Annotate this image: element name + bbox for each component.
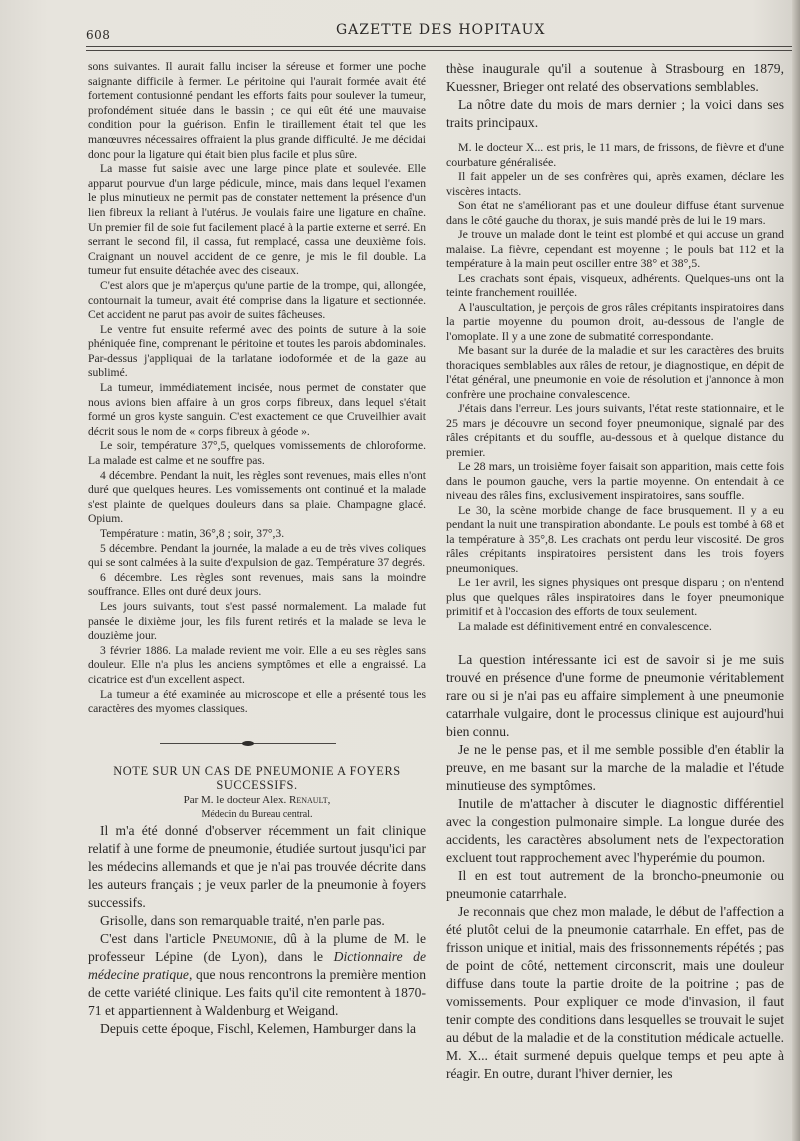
- author-name: Renault: [289, 793, 328, 806]
- page-header: [86, 20, 792, 44]
- paragraph: Son état ne s'améliorant pas et une douleur diffuse étant survenue dans le côté gauche du thorax, je suis mandé près de lui le 19 mars.: [446, 198, 784, 227]
- paragraph: Les crachats sont épais, visqueux, adhérents. Quelques-uns ont la teinte franchement rouillée.: [446, 270, 784, 299]
- paragraph: 3 février 1886. La malade revient me voir. Elle a eu ses règles sans douleur. Elle n'a plus les anciens symptômes et elle a engraissé. La cicatrice est d'un excellent aspect.: [88, 643, 426, 686]
- paragraph: sons suivantes. Il aurait fallu inciser la séreuse et former une poche saignante difficile à fermer. Le péritoine qui l'aurait formée avait été fortement contusionné pendant les efforts faits pour soulever la tumeur, profondément située dans le bassin ; ce qui eût été une mauvaise condition pour la guérison. Enfin le tiraillement était tel que les manœuvres nécessaires offraient la plus grande difficulté. Je me décidai donc pour la ligature qui était bien plus facile et plus sûre.: [88, 60, 426, 161]
- paragraph: [88, 930, 426, 1020]
- page-number: 608: [86, 28, 111, 42]
- article-reference: Pneumonie: [212, 931, 274, 947]
- byline-suffix: ,: [327, 793, 331, 806]
- paragraph: Me basant sur la durée de la maladie et sur les caractères des bruits thoraciques semblables aux râles de retour, je diagnostique, en dépit de l'état général, une pneumonie en voie de résolution et j'annonce à mon confrère une prochaine convalescence.: [446, 343, 784, 401]
- right-column: [446, 60, 784, 1083]
- author-affiliation: Médecin du Bureau central.: [201, 808, 313, 820]
- byline-prefix: Par M. le docteur Alex.: [183, 793, 290, 806]
- text-run: C'est dans l'article: [100, 931, 213, 947]
- paragraph: Le soir, température 37°,5, quelques vomissements de chloroforme. La malade est calme et ne souffre pas.: [88, 439, 426, 468]
- paragraph: 6 décembre. Les règles sont revenues, mais sans la moindre souffrance. Elles ont duré deux jours.: [88, 570, 426, 599]
- paragraph: Le 1er avril, les signes physiques ont presque disparu ; on n'entend plus que quelques râles inspiratoires dans le foyer pneumonique primitif et à l'occasion des efforts de toux seulement.: [446, 575, 784, 618]
- paragraph: La masse fut saisie avec une large pince plate et soulevée. Elle apparut pourvue d'un large pédicule, mince, mais dans lequel l'examen le plus minutieux ne permit pas de constater nettement la présence d'un lien fibreux la reliant à l'utérus. Je voulais faire une ligature en chaîne. Un premier fil de soie fut facilement placé à la partie externe et serré. En serrant le second fil, il cassa, fut remplacé, cassa une deuxième fois. Craignant un nouvel accident de ce genre, je mis le fil double. La tumeur fut ensuite détachée avec des ciseaux.: [88, 162, 426, 278]
- paragraph: Le 28 mars, un troisième foyer faisait son apparition, mais cette fois dans le poumon gauche, vers la partie moyenne. On entendait à ce niveau des râles fins, exclusivement inspiratoires, sans souffle.: [446, 459, 784, 502]
- paragraph: C'est alors que je m'aperçus qu'une partie de la trompe, qui, allongée, contournait la tumeur, avait été comprise dans la ligature et sectionnée. Cet accident ne parut pas avoir de suites fâcheuses.: [88, 278, 426, 322]
- paragraph: thèse inaugurale qu'il a soutenue à Strasbourg en 1879, Kuessner, Brieger ont relaté des observations semblables.: [446, 61, 784, 94]
- paragraph: Il en est tout autrement de la broncho-pneumonie ou pneumonie catarrhale.: [446, 868, 784, 901]
- paragraph: La nôtre date du mois de mars dernier ; la voici dans ses traits principaux.: [446, 97, 784, 130]
- paragraph: La tumeur, immédiatement incisée, nous permet de constater que nous avions bien affaire à un gros corps fibreux, dans lequel s'était formé un gros kyste sanguin. C'est exactement ce que Cruveilhier avait décrit sous le nom de « corps fibreux à géode ».: [88, 381, 426, 438]
- observation-block: [446, 140, 784, 633]
- paragraph: A l'auscultation, je perçois de gros râles crépitants inspiratoires dans la partie moyenne du poumon droit, au-dessous de l'angle de l'omoplate. Il y a une zone de submatité correspondante.: [446, 299, 784, 343]
- paragraph: Je reconnais que chez mon malade, le début de l'affection a été plutôt celui de la pneumonie catarrhale. En effet, pas de frisson unique et initial, mais des frissonnements répétés ; pas de point de côté, nettement circonscrit, mais une douleur diffuse dans toute la partie droite de la poitrine ; pas de vomissements. Pour expliquer ce mode d'invasion, il faut tenir compte des conditions dans lesquelles se trouvait le sujet au début de la maladie et de la constitution médicale actuelle. M. X... était surmené depuis quelque temps et peu apte à réagir. En outre, durant l'hiver dernier, les: [446, 904, 784, 1081]
- paragraph: M. le docteur X... est pris, le 11 mars, de frissons, de fièvre et d'une courbature généralisée.: [446, 140, 784, 169]
- text-run: , que nous rencontrons la première mention de cette variété clinique. Les faits qu'il cite remontent à 1870-71 et appartiennent à Waldenburg et Weigand.: [88, 967, 426, 1019]
- paragraph: Le ventre fut ensuite refermé avec des points de suture à la soie phéniquée fine, comprenant le péritoine et toutes les parois abdominales. Par-dessus j'appliquai de la tarlatane iodoformée et de la gaze au sublimé.: [88, 322, 426, 380]
- paragraph: 4 décembre. Pendant la nuit, les règles sont revenues, mais elles n'ont duré que quelques heures. Les vomissements ont continué et la malade s'est plainte de quelques douleurs dans sa plaie. Champagne glacé. Opium.: [88, 468, 426, 526]
- paragraph: La question intéressante ici est de savoir si je me suis trouvé en présence d'une forme de pneumonie véritablement rare ou si je n'ai pas eu affaire simplement à une pneumonie catarrhale vulgaire, dont le processus clinique est aujourd'hui bien connu.: [446, 652, 784, 739]
- header-rule: [86, 46, 792, 51]
- discussion-block: [446, 651, 784, 1083]
- paragraph: Inutile de m'attacher à discuter le diagnostic différentiel avec la congestion pulmonaire simple. La longue durée des accidents, les caractères absolument nets de l'expectoration excluent tout rapprochement avec l'hyperémie du poumon.: [446, 796, 784, 865]
- left-column: [88, 60, 426, 1038]
- intro-block: [446, 60, 784, 132]
- paragraph: La tumeur a été examinée au microscope et elle a présenté tous les caractères des myomes classiques.: [88, 687, 426, 716]
- paragraph: 5 décembre. Pendant la journée, la malade a eu de très vives coliques qui se sont calmées à la suite d'expulsion de gaz. Température 37 degrés.: [88, 541, 426, 570]
- journal-title: GAZETTE DES HOPITAUX: [336, 22, 546, 38]
- paragraph: Les jours suivants, tout s'est passé normalement. La malade fut pansée le dixième jour, les fils furent retirés et la malade se leva le douzième jour.: [88, 599, 426, 643]
- paragraph: Je trouve un malade dont le teint est plombé et qui accuse un grand malaise. La fièvre, cependant est moyenne ; le pouls bat 112 et la température à la main peut osciller entre 38° et 38°,5.: [446, 227, 784, 270]
- paragraph: Depuis cette époque, Fischl, Kelemen, Hamburger dans la: [100, 1021, 417, 1037]
- paragraph: Il fait appeler un de ses confrères qui, après examen, déclare les viscères intacts.: [446, 169, 784, 198]
- article-byline: [88, 793, 426, 808]
- article-title: NOTE SUR UN CAS DE PNEUMONIE A FOYERS SUCCESSIFS.: [113, 763, 401, 793]
- book-title: Dictionnaire de médecine pratique: [88, 949, 426, 983]
- text-run: , dû à la plume de M. le professeur Lépine (de Lyon), dans le: [88, 931, 426, 965]
- paragraph: Grisolle, dans son remarquable traité, n'en parle pas.: [100, 913, 385, 929]
- article-body-start: [88, 822, 426, 1038]
- section-separator: [160, 743, 336, 744]
- paragraph: Le 30, la scène morbide change de face brusquement. Il y a eu pendant la nuit une transpiration abondante. Le pouls est tombé à 68 et la température à 35°,8. Les crachats ont perdu leur viscosité. De gros râles crépitants inspiratoires persistent dans les trois foyers pneumoniques.: [446, 502, 784, 575]
- paragraph: J'étais dans l'erreur. Les jours suivants, l'état reste stationnaire, et le 25 mars je découvre un second foyer pneumonique, signalé par des râles crépitants et du souffle, au-dessous et à quelque distance du premier.: [446, 401, 784, 459]
- paragraph: Température : matin, 36°,8 ; soir, 37°,3.: [100, 527, 285, 540]
- page-spine-shadow: [792, 0, 800, 1141]
- paragraph: Il m'a été donné d'observer récemment un fait clinique relatif à une forme de pneumonie, étudiée surtout jusqu'ici par les médecins allemands et que je n'ai pas trouvée décrite dans les auteurs français ; je veux parler de la pneumonie à foyers successifs.: [88, 823, 426, 911]
- paragraph: Je ne le pense pas, et il me semble possible d'en établir la preuve, en me basant sur la marche de la maladie et l'étude minutieuse des symptômes.: [446, 742, 784, 793]
- paragraph: La malade est définitivement entré en convalescence.: [458, 618, 712, 633]
